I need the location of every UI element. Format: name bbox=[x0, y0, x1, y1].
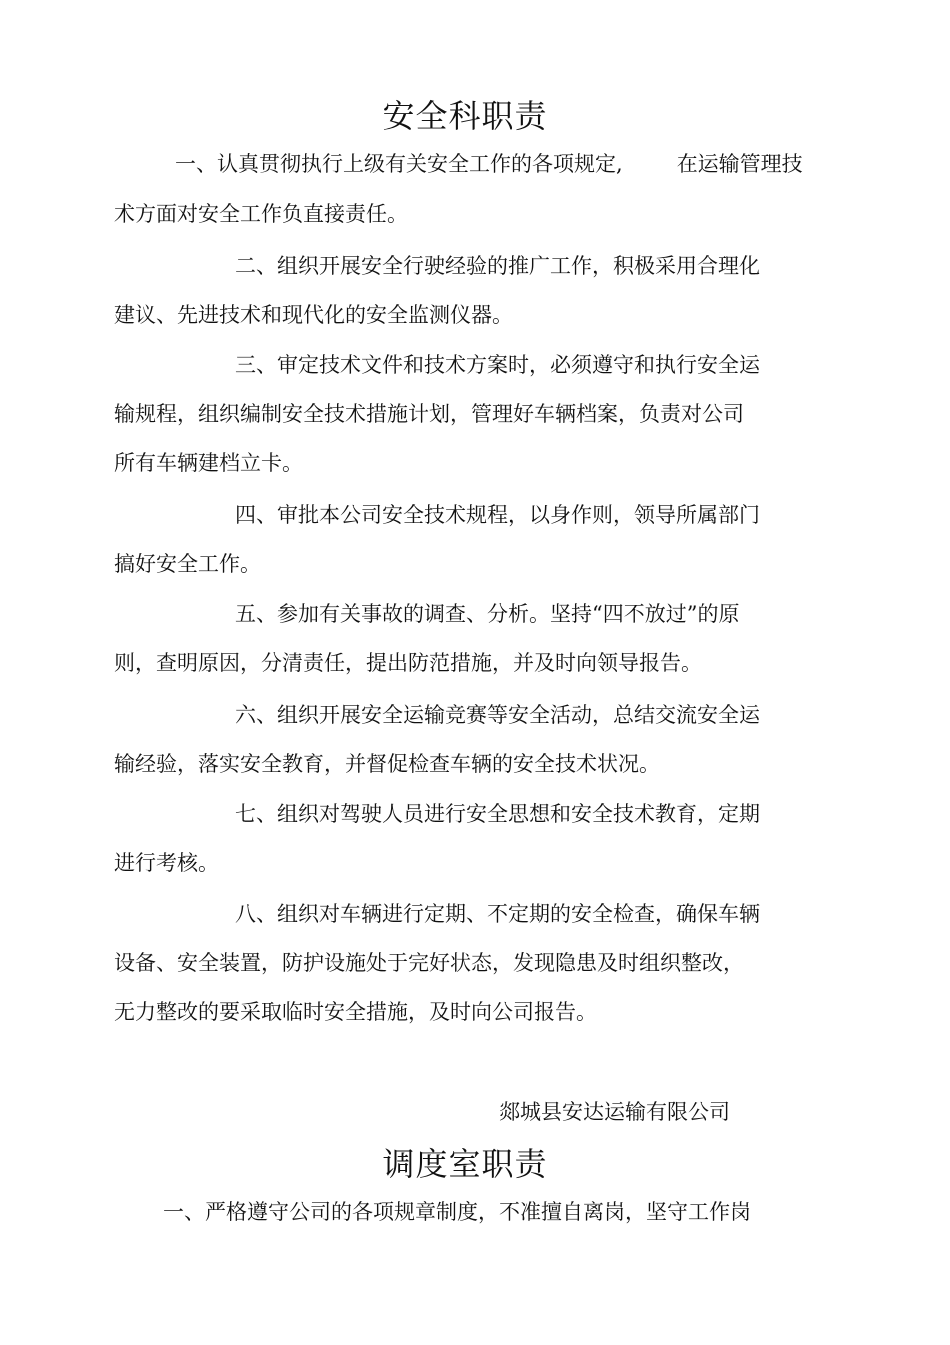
clause-6-line-2: 输经验，落实安全教育，并督促检查车辆的安全技术状况。 bbox=[114, 752, 660, 776]
clause-1-line-2: 术方面对安全工作负直接责任。 bbox=[114, 202, 408, 226]
company-signature: 郯城县安达运输有限公司 bbox=[499, 1100, 730, 1124]
clause-1-line-1 bbox=[175, 150, 803, 178]
page-title-dispatch-office: 调度室职责 bbox=[382, 1145, 548, 1183]
clause-3-line-3: 所有车辆建档立卡。 bbox=[114, 451, 303, 475]
clause-3-line-1: 三、审定技术文件和技术方案时，必须遵守和执行安全运 bbox=[235, 353, 760, 377]
clause-5-line-1: 五、参加有关事故的调查、分析。坚持“四不放过”的原 bbox=[235, 602, 740, 626]
clause-3-line-2: 输规程，组织编制安全技术措施计划，管理好车辆档案，负责对公司 bbox=[114, 402, 744, 426]
clause-8-line-2: 设备、安全装置，防护设施处于完好状态，发现隐患及时组织整改， bbox=[114, 951, 744, 975]
clause-2-line-2: 建议、先进技术和现代化的安全监测仪器。 bbox=[114, 303, 513, 327]
page-title-safety-dept: 安全科职责 bbox=[382, 97, 548, 135]
clause-4-line-2: 搞好安全工作。 bbox=[114, 552, 261, 576]
clause-7-line-1: 七、组织对驾驶人员进行安全思想和安全技术教育，定期 bbox=[235, 802, 760, 826]
clause-8-line-3: 无力整改的要采取临时安全措施，及时向公司报告。 bbox=[114, 1000, 597, 1024]
clause-4-line-1: 四、审批本公司安全技术规程，以身作则，领导所属部门 bbox=[235, 503, 760, 527]
clause-7-line-2: 进行考核。 bbox=[114, 851, 219, 875]
clause-6-line-1: 六、组织开展安全运输竞赛等安全活动，总结交流安全运 bbox=[235, 703, 760, 727]
clause-1-text-b: 在运输管理技 bbox=[676, 152, 803, 176]
clause-5-line-2: 则，查明原因，分清责任，提出防范措施，并及时向领导报告。 bbox=[114, 651, 702, 675]
clause-2-line-1: 二、组织开展安全行驶经验的推广工作，积极采用合理化 bbox=[235, 254, 760, 278]
clause-1-text-a: 一、认真贯彻执行上级有关安全工作的各项规定, bbox=[175, 152, 623, 176]
clause-8-line-1: 八、组织对车辆进行定期、不定期的安全检查，确保车辆 bbox=[235, 902, 760, 926]
dispatch-clause-1-line-1: 一、严格遵守公司的各项规章制度，不准擅自离岗，坚守工作岗 bbox=[163, 1200, 751, 1224]
